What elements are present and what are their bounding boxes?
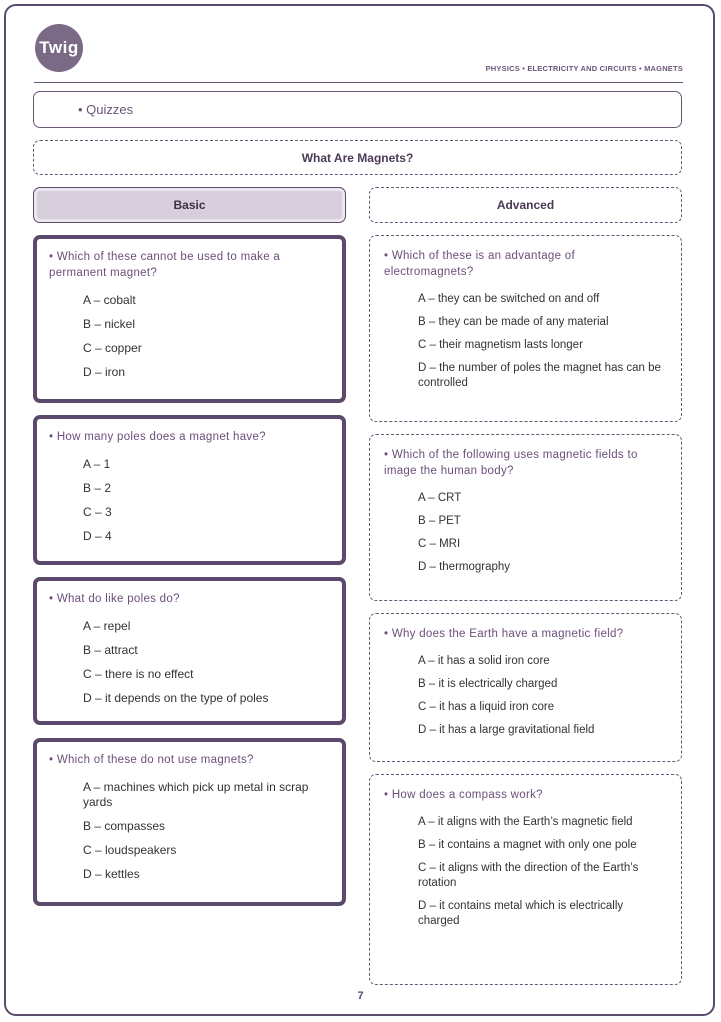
question-text: • Which of these cannot be used to make a permanent magnet? xyxy=(49,251,281,279)
answer-option: B – it is electrically charged xyxy=(418,678,558,690)
question-text: • Why does the Earth have a magnetic field? xyxy=(384,628,624,640)
answer-option: D – the number of poles the magnet has can be controlled xyxy=(418,362,661,389)
question-text: • How does a compass work? xyxy=(384,789,543,801)
page-number: 7 xyxy=(357,990,364,1002)
question-text: • Which of these is an advantage of electromagnets? xyxy=(384,250,575,278)
advanced-question-card xyxy=(369,774,682,985)
header-divider xyxy=(34,82,683,83)
answer-option: A – they can be switched on and off xyxy=(418,293,600,305)
answer-option: C – it has a liquid iron core xyxy=(418,701,555,713)
answer-option: C – copper xyxy=(83,341,142,355)
answer-option: A – it has a solid iron core xyxy=(418,655,550,667)
answer-option: B – it contains a magnet with only one pole xyxy=(418,839,637,851)
question-text: • Which of the following uses magnetic fields to image the human body? xyxy=(384,449,638,477)
basic-question-card xyxy=(33,235,346,403)
answer-option: C – MRI xyxy=(418,538,461,550)
answer-option: C – there is no effect xyxy=(83,667,194,681)
advanced-question-card xyxy=(369,235,682,422)
answer-option: D – it has a large gravitational field xyxy=(418,724,595,736)
answer-option: B – 2 xyxy=(83,481,112,495)
answer-option: A – cobalt xyxy=(83,293,136,307)
answer-option: A – it aligns with the Earth’s magnetic field xyxy=(418,816,633,828)
answer-option: A – repel xyxy=(83,619,131,633)
question-text: • How many poles does a magnet have? xyxy=(49,431,266,443)
basic-question-card xyxy=(33,415,346,565)
answer-option: A – CRT xyxy=(418,492,462,504)
advanced-column-header: Advanced xyxy=(369,187,682,223)
answer-option: C – 3 xyxy=(83,505,112,519)
answer-option: C – their magnetism lasts longer xyxy=(418,339,583,351)
answer-option: B – nickel xyxy=(83,317,136,331)
answer-option: A – 1 xyxy=(83,457,111,471)
answer-option: C – loudspeakers xyxy=(83,843,177,857)
answer-option: D – 4 xyxy=(83,529,112,543)
basic-column-header: Basic xyxy=(33,187,346,223)
basic-question-card xyxy=(33,738,346,906)
twig-logo: Twig xyxy=(35,24,83,72)
answer-option: B – compasses xyxy=(83,819,166,833)
answer-option: C – it aligns with the direction of the Earth’s rotation xyxy=(418,862,639,889)
answer-option: D – iron xyxy=(83,365,126,379)
answer-option: A – machines which pick up metal in scrap yards xyxy=(83,780,309,809)
basic-question-card xyxy=(33,577,346,725)
breadcrumb: PHYSICS • ELECTRICITY AND CIRCUITS • MAGNETS xyxy=(485,64,683,73)
answer-option: D – it depends on the type of poles xyxy=(83,691,269,705)
quiz-title: What Are Magnets? xyxy=(33,140,682,175)
answer-option: D – kettles xyxy=(83,867,140,881)
question-text: • Which of these do not use magnets? xyxy=(49,754,254,766)
answer-option: B – PET xyxy=(418,515,461,527)
answer-option: D – thermography xyxy=(418,561,511,573)
question-text: • What do like poles do? xyxy=(49,593,180,605)
advanced-question-card xyxy=(369,613,682,762)
answer-option: D – it contains metal which is electrically charged xyxy=(418,900,624,927)
advanced-question-card xyxy=(369,434,682,601)
answer-option: B – attract xyxy=(83,643,138,657)
answer-option: B – they can be made of any material xyxy=(418,316,609,328)
section-label: • Quizzes xyxy=(33,91,682,128)
